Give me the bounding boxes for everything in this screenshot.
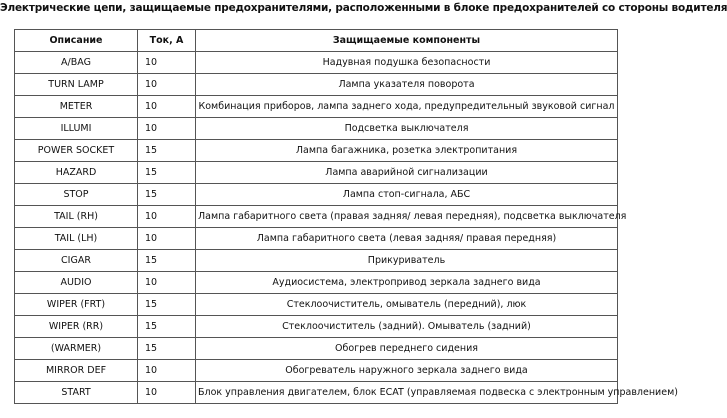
table-header-row [15, 30, 618, 52]
cell-components: Стеклоочиститель, омыватель (передний), люк [196, 294, 618, 316]
cell-components: Лампа аварийной сигнализации [196, 162, 618, 184]
cell-current: 15 [138, 338, 196, 360]
cell-components: Обогрев переднего сидения [196, 338, 618, 360]
table-row [15, 250, 618, 272]
column-header-current: Ток, А [138, 30, 196, 52]
table-row [15, 272, 618, 294]
cell-description: CIGAR [15, 250, 138, 272]
cell-current: 10 [138, 52, 196, 74]
table-row [15, 52, 618, 74]
cell-description: TURN LAMP [15, 74, 138, 96]
cell-current: 10 [138, 360, 196, 382]
cell-current: 10 [138, 118, 196, 140]
cell-current: 10 [138, 96, 196, 118]
cell-description: ILLUMI [15, 118, 138, 140]
cell-description: (WARMER) [15, 338, 138, 360]
page-title: Электрические цепи, защищаемые предохранителями, расположенными в блоке предохранителей со стороны водителя [0, 2, 727, 14]
cell-current: 15 [138, 162, 196, 184]
table-row [15, 96, 618, 118]
cell-current: 15 [138, 294, 196, 316]
cell-description: AUDIO [15, 272, 138, 294]
cell-current: 15 [138, 316, 196, 338]
cell-description: TAIL (LH) [15, 228, 138, 250]
cell-current: 15 [138, 140, 196, 162]
cell-current: 10 [138, 74, 196, 96]
fuse-table [14, 29, 678, 404]
cell-components: Лампа стоп-сигнала, АБС [196, 184, 618, 206]
table-row [15, 74, 618, 96]
table-row [15, 184, 618, 206]
cell-components: Лампа указателя поворота [196, 74, 618, 96]
cell-description: HAZARD [15, 162, 138, 184]
cell-current: 10 [138, 206, 196, 228]
table-row [15, 294, 618, 316]
cell-current: 10 [138, 228, 196, 250]
table-row [15, 140, 618, 162]
cell-description: WIPER (RR) [15, 316, 138, 338]
table-row [15, 338, 618, 360]
cell-description: WIPER (FRT) [15, 294, 138, 316]
cell-components: Надувная подушка безопасности [196, 52, 618, 74]
cell-description: MIRROR DEF [15, 360, 138, 382]
cell-current: 10 [138, 382, 196, 404]
cell-current: 15 [138, 184, 196, 206]
table-row [15, 316, 618, 338]
table-row [15, 228, 618, 250]
table-row [15, 118, 618, 140]
table-row [15, 162, 618, 184]
cell-components: Лампа габаритного света (правая задняя/ левая передняя), подсветка выключателя [196, 206, 618, 228]
cell-components: Подсветка выключателя [196, 118, 618, 140]
column-header-components: Защищаемые компоненты [196, 30, 618, 52]
cell-components: Прикуриватель [196, 250, 618, 272]
column-header-description: Описание [15, 30, 138, 52]
cell-components: Лампа габаритного света (левая задняя/ правая передняя) [196, 228, 618, 250]
cell-components: Обогреватель наружного зеркала заднего вида [196, 360, 618, 382]
cell-current: 10 [138, 272, 196, 294]
table-row [15, 206, 618, 228]
cell-description: METER [15, 96, 138, 118]
cell-components: Стеклоочиститель (задний). Омыватель (задний) [196, 316, 618, 338]
cell-components: Аудиосистема, электропривод зеркала заднего вида [196, 272, 618, 294]
table-body [15, 52, 678, 404]
cell-description: POWER SOCKET [15, 140, 138, 162]
cell-components: Блок управления двигателем, блок ECAT (управляемая подвеска с электронным управлением) [196, 382, 618, 404]
cell-description: TAIL (RH) [15, 206, 138, 228]
cell-description: START [15, 382, 138, 404]
table-row [15, 360, 618, 382]
table-row [15, 382, 618, 404]
cell-description: STOP [15, 184, 138, 206]
cell-current: 15 [138, 250, 196, 272]
cell-description: A/BAG [15, 52, 138, 74]
cell-components: Лампа багажника, розетка электропитания [196, 140, 618, 162]
cell-components: Комбинация приборов, лампа заднего хода, предупредительный звуковой сигнал [196, 96, 618, 118]
